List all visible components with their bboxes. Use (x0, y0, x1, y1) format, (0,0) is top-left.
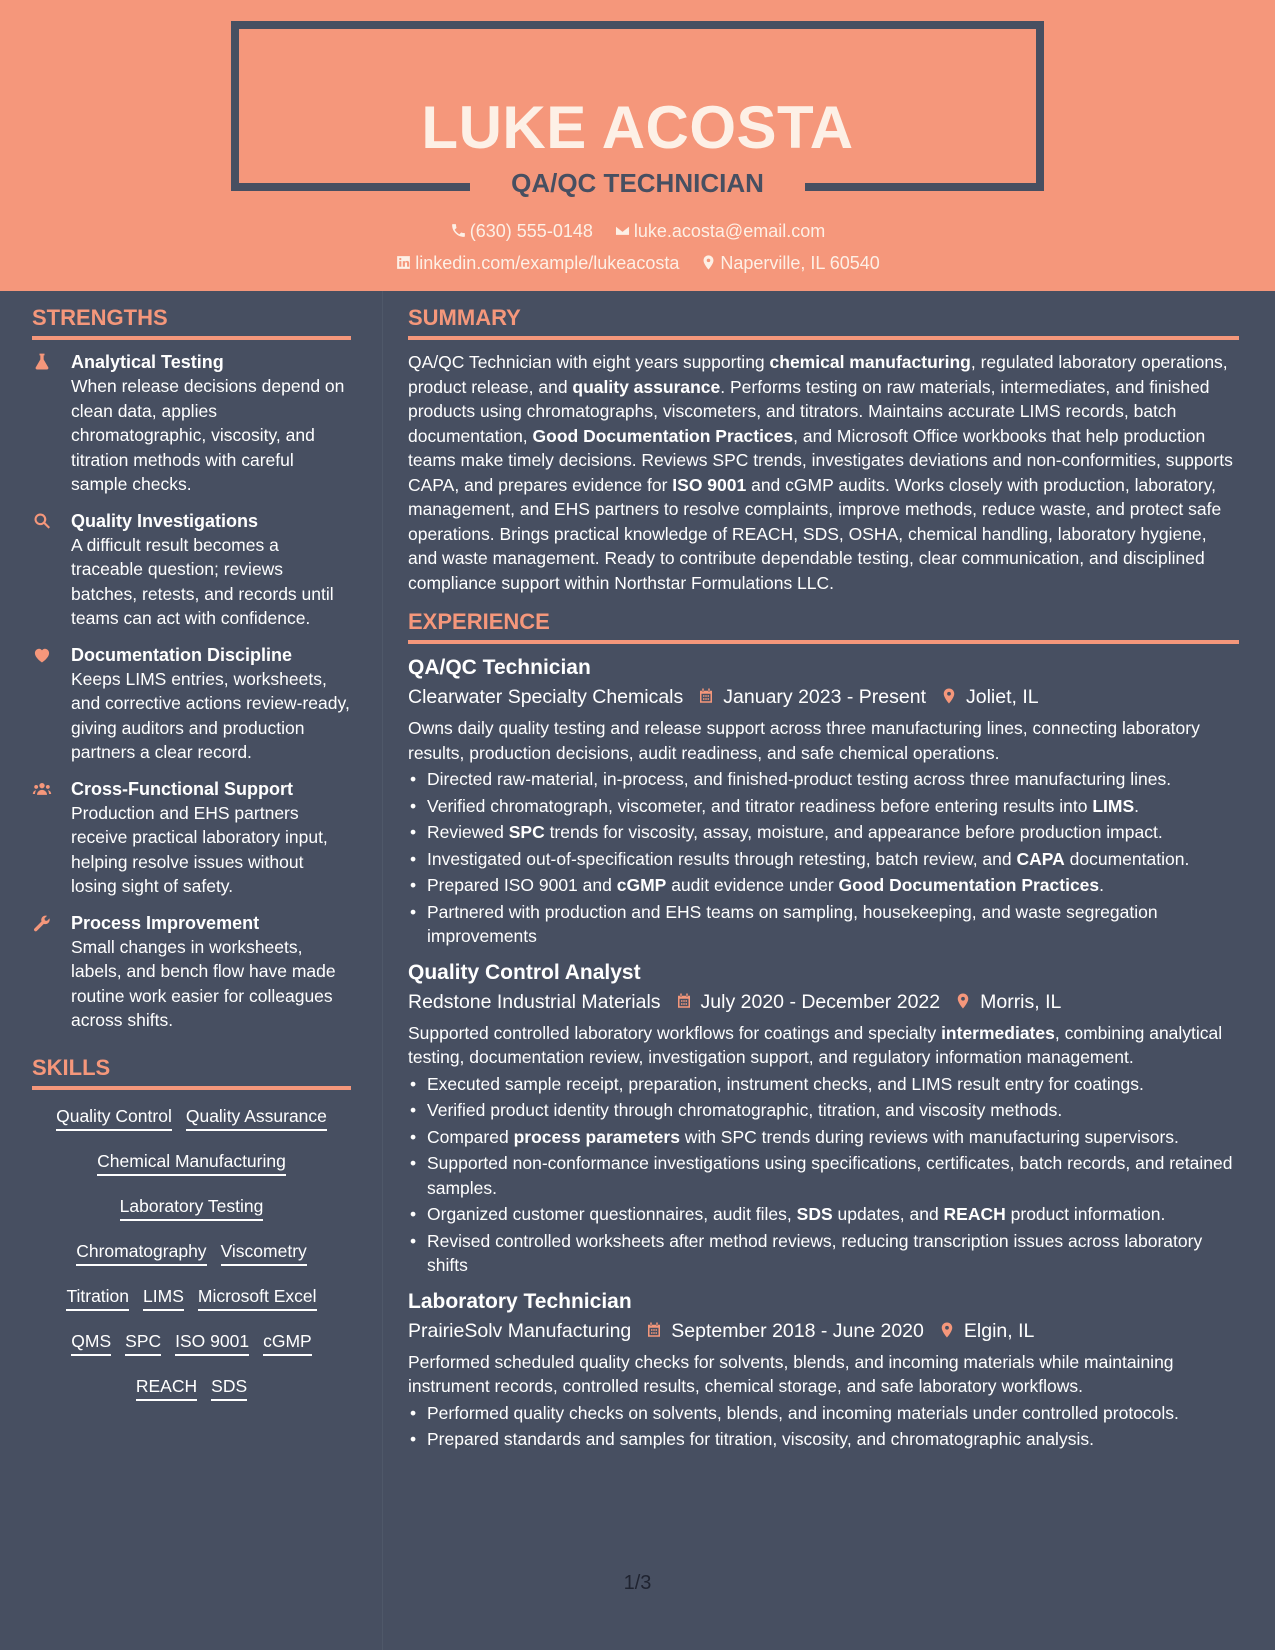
page-number: 1/3 (623, 1572, 652, 1594)
location-text: Naperville, IL 60540 (720, 253, 880, 273)
map-pin-icon (700, 254, 717, 271)
column-divider (382, 291, 383, 1650)
skill-tag: Chromatography (76, 1241, 206, 1266)
text-segment: product information. (1005, 1204, 1166, 1224)
map-pin-icon (954, 992, 972, 1010)
strength-description: Small changes in worksheets, labels, and bench flow have made routine work easier for colleagues across shifts. (71, 936, 336, 1030)
contact-linkedin[interactable] (395, 253, 679, 274)
job-bullets (408, 1072, 1239, 1278)
skill-tag: Quality Control (56, 1106, 172, 1131)
text-segment: audit evidence under (666, 875, 839, 895)
strength-item (32, 777, 351, 899)
job-bullets (408, 767, 1239, 949)
job-bullets (408, 1401, 1239, 1452)
experience-heading: EXPERIENCE (408, 609, 1239, 644)
text-segment: Reviewed (427, 822, 509, 842)
bold-text: CAPA (1016, 848, 1065, 869)
strength-title: Quality Investigations (71, 510, 259, 531)
strengths-heading: STRENGTHS (32, 305, 351, 340)
company-name: Redstone Industrial Materials (408, 990, 661, 1013)
envelope-icon (614, 222, 631, 239)
bold-text: SDS (796, 1204, 833, 1224)
text-segment: Partnered with production and EHS teams on sampling, housekeeping, and waste segregation improvements (427, 901, 1158, 946)
skill-tag: SPC (125, 1331, 161, 1356)
candidate-name: LUKE ACOSTA (421, 94, 854, 161)
skills-row (32, 1280, 351, 1325)
job-dates: July 2020 - December 2022 (700, 990, 941, 1013)
text-segment: QA/QC Technician with eight years supporting (408, 352, 770, 372)
skill-tag: cGMP (263, 1331, 312, 1356)
job-location: Joliet, IL (965, 686, 1039, 708)
text-segment: Executed sample receipt, preparation, instrument checks, and LIMS result entry for coatings. (427, 1073, 1144, 1094)
text-segment: Performed quality checks on solvents, blends, and incoming materials under controlled protocols. (427, 1402, 1179, 1423)
skill-tag: Chemical Manufacturing (97, 1151, 286, 1176)
text-segment: trends for viscosity, assay, moisture, and appearance before production impact. (544, 822, 1163, 842)
bold-text: SPC (508, 822, 545, 842)
left-column (32, 305, 351, 1415)
bullet-item (408, 873, 1239, 898)
company-name: PrairieSolv Manufacturing (408, 1319, 632, 1342)
text-segment: Supported non-conformance investigations using specifications, certificates, batch records, and retained samples. (427, 1153, 1233, 1198)
skill-tag: QMS (71, 1331, 111, 1356)
summary-text (408, 350, 1239, 595)
job-description: Owns daily quality testing and release support across three manufacturing lines, connecting laboratory results, production decisions, audit readiness, and safe chemical operations. (408, 718, 1200, 763)
text-segment: . Performs testing on raw materials, intermediates, and finished products using chromatographs, viscometers, and titrators. Maintains accurate LIMS records, batch documentation, (408, 376, 1210, 446)
experience-list (408, 654, 1239, 1452)
text-segment: Supported controlled laboratory workflows for coatings and specialty (408, 1022, 942, 1043)
skill-tag: LIMS (143, 1286, 184, 1311)
skill-tag: Laboratory Testing (120, 1196, 264, 1221)
skill-tag: Quality Assurance (186, 1106, 327, 1131)
bullet-item (408, 1125, 1239, 1150)
text-segment: documentation. (1064, 848, 1190, 869)
job-entry (408, 654, 1239, 949)
phone-icon (450, 222, 467, 239)
job-description: Performed scheduled quality checks for solvents, blends, and incoming materials while maintaining instrument records, controlled results, chemical storage, and safe laboratory workflows. (408, 1351, 1174, 1396)
wrench-icon (32, 913, 54, 933)
contact-email[interactable] (614, 221, 825, 242)
job-location: Elgin, IL (963, 1319, 1035, 1342)
linkedin-text: linkedin.com/example/lukeacosta (415, 253, 680, 273)
strength-title: Process Improvement (71, 912, 260, 933)
job-meta (408, 1316, 1239, 1346)
users-icon (32, 779, 54, 799)
strength-item (32, 509, 351, 631)
text-segment: Directed raw-material, in-process, and finished-product testing across three manufacturing lines. (427, 769, 1172, 789)
bullet-item (408, 1229, 1239, 1278)
bullet-item (408, 767, 1239, 792)
search-icon (32, 511, 54, 531)
bold-text: chemical manufacturing (769, 352, 971, 372)
strength-item (32, 911, 351, 1033)
bullet-item (408, 794, 1239, 819)
contact-location (700, 253, 879, 274)
job-meta (408, 987, 1239, 1017)
phone-text: (630) 555-0148 (469, 221, 593, 241)
strength-item (32, 643, 351, 765)
flask-icon (32, 352, 54, 372)
job-description (408, 1021, 1239, 1070)
map-pin-icon (940, 687, 958, 705)
job-dates: January 2023 - Present (723, 686, 926, 708)
bullet-item (408, 1072, 1239, 1097)
bullet-item (408, 900, 1239, 949)
job-meta (408, 682, 1239, 712)
contact-phone[interactable] (450, 221, 593, 242)
job-entry (408, 1288, 1239, 1452)
resume-header (0, 0, 1275, 291)
text-segment: , and Microsoft Office workbooks that help production teams make timely decisions. Reviews SPC trends, investigates deviations and non-conformities, supports CAPA, and prepares evidence for (408, 425, 1233, 495)
skill-tag: Titration (66, 1286, 129, 1311)
bullet-item (408, 1202, 1239, 1227)
text-segment: Prepared standards and samples for titration, viscosity, and chromatographic analysis. (427, 1429, 1094, 1449)
text-segment: with SPC trends during reviews with manufacturing supervisors. (679, 1126, 1179, 1147)
job-role: QA/QC Technician (408, 656, 591, 679)
bold-text: process parameters (513, 1126, 680, 1147)
strengths-list (32, 350, 351, 1033)
right-column (408, 305, 1239, 1462)
skills-heading: SKILLS (32, 1055, 351, 1090)
job-dates: September 2018 - June 2020 (671, 1319, 924, 1342)
strength-description: When release decisions depend on clean data, applies chromatographic, viscosity, and titration methods with careful sample checks. (71, 376, 345, 494)
skills-row (32, 1190, 351, 1235)
strength-description: A difficult result becomes a traceable question; reviews batches, retests, and records until teams can act with confidence. (71, 534, 334, 628)
skills-row (32, 1370, 351, 1415)
skills-row (32, 1100, 351, 1145)
skills-row (32, 1145, 351, 1190)
strength-title: Analytical Testing (71, 352, 224, 372)
bold-text: ISO 9001 (672, 474, 747, 495)
job-entry (408, 959, 1239, 1278)
bullet-item (408, 1427, 1239, 1452)
skill-tag: ISO 9001 (175, 1331, 249, 1356)
bullet-item (408, 1098, 1239, 1123)
skills-row (32, 1325, 351, 1370)
text-segment: Organized customer questionnaires, audit files, (427, 1204, 797, 1224)
calendar-icon (675, 992, 693, 1010)
skills-row (32, 1235, 351, 1280)
contact-row-2 (0, 253, 1275, 274)
text-segment: Verified chromatograph, viscometer, and titrator readiness before entering results into (427, 795, 1093, 816)
text-segment: and cGMP audits. Works closely with production, laboratory, management, and EHS partners to resolve complaints, improve methods, reduce waste, and protect safe operations. Brings practical knowledge of REACH, SDS, OSHA, chemical handling, laboratory hygiene, and waste management. Ready to contribute dependable testing, clear communication, and disciplined compliance support within Northstar Formulations LLC. (408, 474, 1222, 593)
heart-icon (32, 645, 54, 665)
calendar-icon (697, 687, 715, 705)
bold-text: cGMP (616, 875, 667, 895)
skills-list (32, 1100, 351, 1415)
bullet-item (408, 1401, 1239, 1426)
text-segment: Revised controlled worksheets after method reviews, reducing transcription issues across laboratory shifts (427, 1230, 1203, 1275)
text-segment: . (1134, 795, 1140, 816)
map-pin-icon (938, 1321, 956, 1339)
title-band (470, 163, 805, 203)
text-segment: Prepared ISO 9001 and (427, 875, 617, 895)
calendar-icon (645, 1321, 663, 1339)
job-role: Quality Control Analyst (408, 960, 641, 984)
bold-text: LIMS (1092, 795, 1135, 816)
email-text: luke.acosta@email.com (633, 221, 826, 241)
text-segment: . (1099, 875, 1105, 895)
text-segment: , combining analytical testing, documentation review, investigation support, and regulatory information management. (408, 1022, 1223, 1067)
strength-description: Keeps LIMS entries, worksheets, and corrective actions review-ready, giving auditors and production partners a clear record. (71, 668, 350, 762)
bold-text: Good Documentation Practices (838, 875, 1100, 895)
skills-section (32, 1055, 351, 1415)
job-location: Morris, IL (980, 990, 1062, 1013)
linkedin-icon (395, 254, 412, 271)
text-segment: Compared (427, 1126, 514, 1147)
contact-row-1 (0, 221, 1275, 242)
bold-text: REACH (943, 1204, 1006, 1224)
text-segment: updates, and (832, 1204, 944, 1224)
strength-item (32, 350, 351, 497)
bullet-item (408, 847, 1239, 872)
skill-tag: Microsoft Excel (198, 1286, 317, 1311)
text-segment: Verified product identity through chromatographic, titration, and viscosity methods. (427, 1100, 1063, 1120)
job-title: QA/QC TECHNICIAN (511, 168, 764, 198)
bullet-item (408, 820, 1239, 845)
bold-text: intermediates (941, 1022, 1055, 1043)
text-segment: Investigated out-of-specification results through retesting, batch review, and (427, 848, 1017, 869)
bold-text: quality assurance (572, 376, 721, 397)
skill-tag: REACH (136, 1376, 197, 1401)
text-segment: , regulated laboratory operations, product release, and (408, 352, 1228, 397)
summary-heading: SUMMARY (408, 305, 1239, 340)
strength-title: Documentation Discipline (71, 644, 293, 665)
strength-title: Cross-Functional Support (71, 778, 293, 799)
skill-tag: Viscometry (221, 1241, 307, 1266)
bullet-item (408, 1151, 1239, 1200)
company-name: Clearwater Specialty Chemicals (408, 686, 684, 708)
strength-description: Production and EHS partners receive practical laboratory input, helping resolve issues without losing sight of safety. (71, 802, 328, 896)
job-role: Laboratory Technician (408, 1289, 632, 1313)
skill-tag: SDS (211, 1376, 247, 1401)
bold-text: Good Documentation Practices (532, 425, 794, 446)
